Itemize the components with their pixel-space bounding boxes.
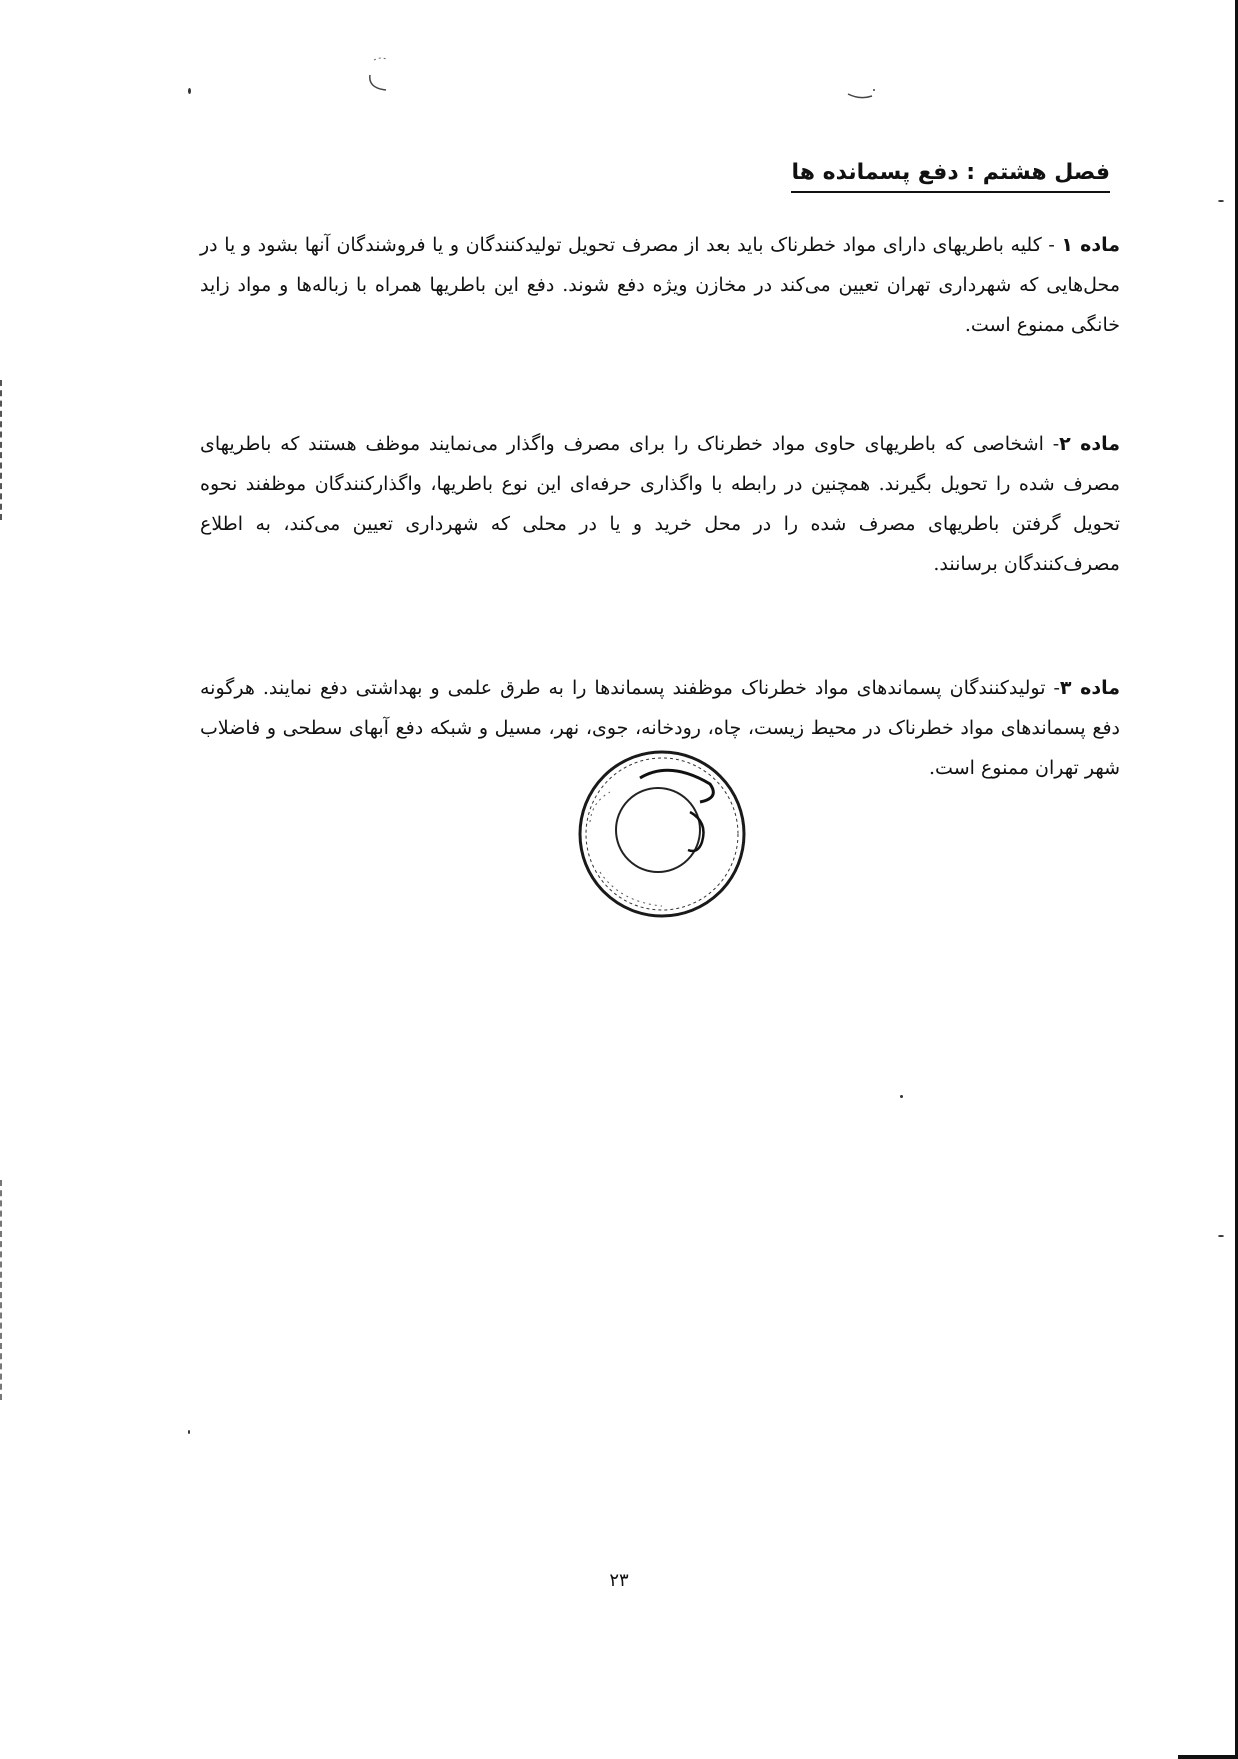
scan-speck	[1218, 200, 1224, 202]
scan-speck	[188, 88, 191, 94]
scan-speck	[900, 1095, 903, 1098]
article-3-label: ماده ۳	[1059, 677, 1120, 699]
article-1	[200, 225, 1120, 345]
article-2-text: - اشخاصی که باطریهای حاوی مواد خطرناک را برای مصرف واگذار می‌نمایند موظف هستند که باطریهای مصرف شده را تحویل بگیرند. همچنین در رابطه با واگذاری حرفه‌ای این نوع باطریها، واگذارکنندگان موظفند نحوه تحویل گرفتن باطریهای مصرف شده را در محل خرید و یا در محلی که شهرداری تعیین می‌کند، به اطلاع مصرف‌کنندگان برسانند.	[200, 433, 1120, 575]
chapter-title: فصل هشتم : دفع پسمانده ها	[791, 160, 1110, 193]
article-2-label: ماده ۲	[1059, 433, 1120, 455]
page-number: ۲۳	[609, 1570, 629, 1591]
page-edge-bottom	[1178, 1755, 1238, 1759]
article-1-text: - کلیه باطریهای دارای مواد خطرناک باید بعد از مصرف تحویل تولیدکنندگان و یا فروشندگان آنها بشود و یا در محل‌هایی که شهرداری تهران تعیین می‌کند در مخازن ویژه دفع شوند. دفع این باطریها همراه با زباله‌ها و مواد زاید خانگی ممنوع است.	[200, 234, 1120, 336]
official-stamp	[570, 742, 750, 922]
article-3-text: - تولیدکنندگان پسماندهای مواد خطرناک موظفند پسماندها را به طرق علمی و بهداشتی دفع نمایند. هرگونه دفع پسماندهای مواد خطرناک در محیط زیست، چاه، رودخانه، جوی، نهر، مسیل و شبکه دفع آبهای سطحی و فاضلاب شهر تهران ممنوع است.	[200, 677, 1120, 779]
scan-margin-marks	[0, 380, 5, 520]
scan-speck	[188, 1430, 190, 1434]
article-1-label: ماده ۱	[1061, 234, 1120, 256]
scan-marks-top	[360, 50, 900, 110]
article-2	[200, 424, 1120, 584]
scan-speck	[1218, 1235, 1224, 1237]
scan-margin-marks-lower	[0, 1180, 5, 1400]
